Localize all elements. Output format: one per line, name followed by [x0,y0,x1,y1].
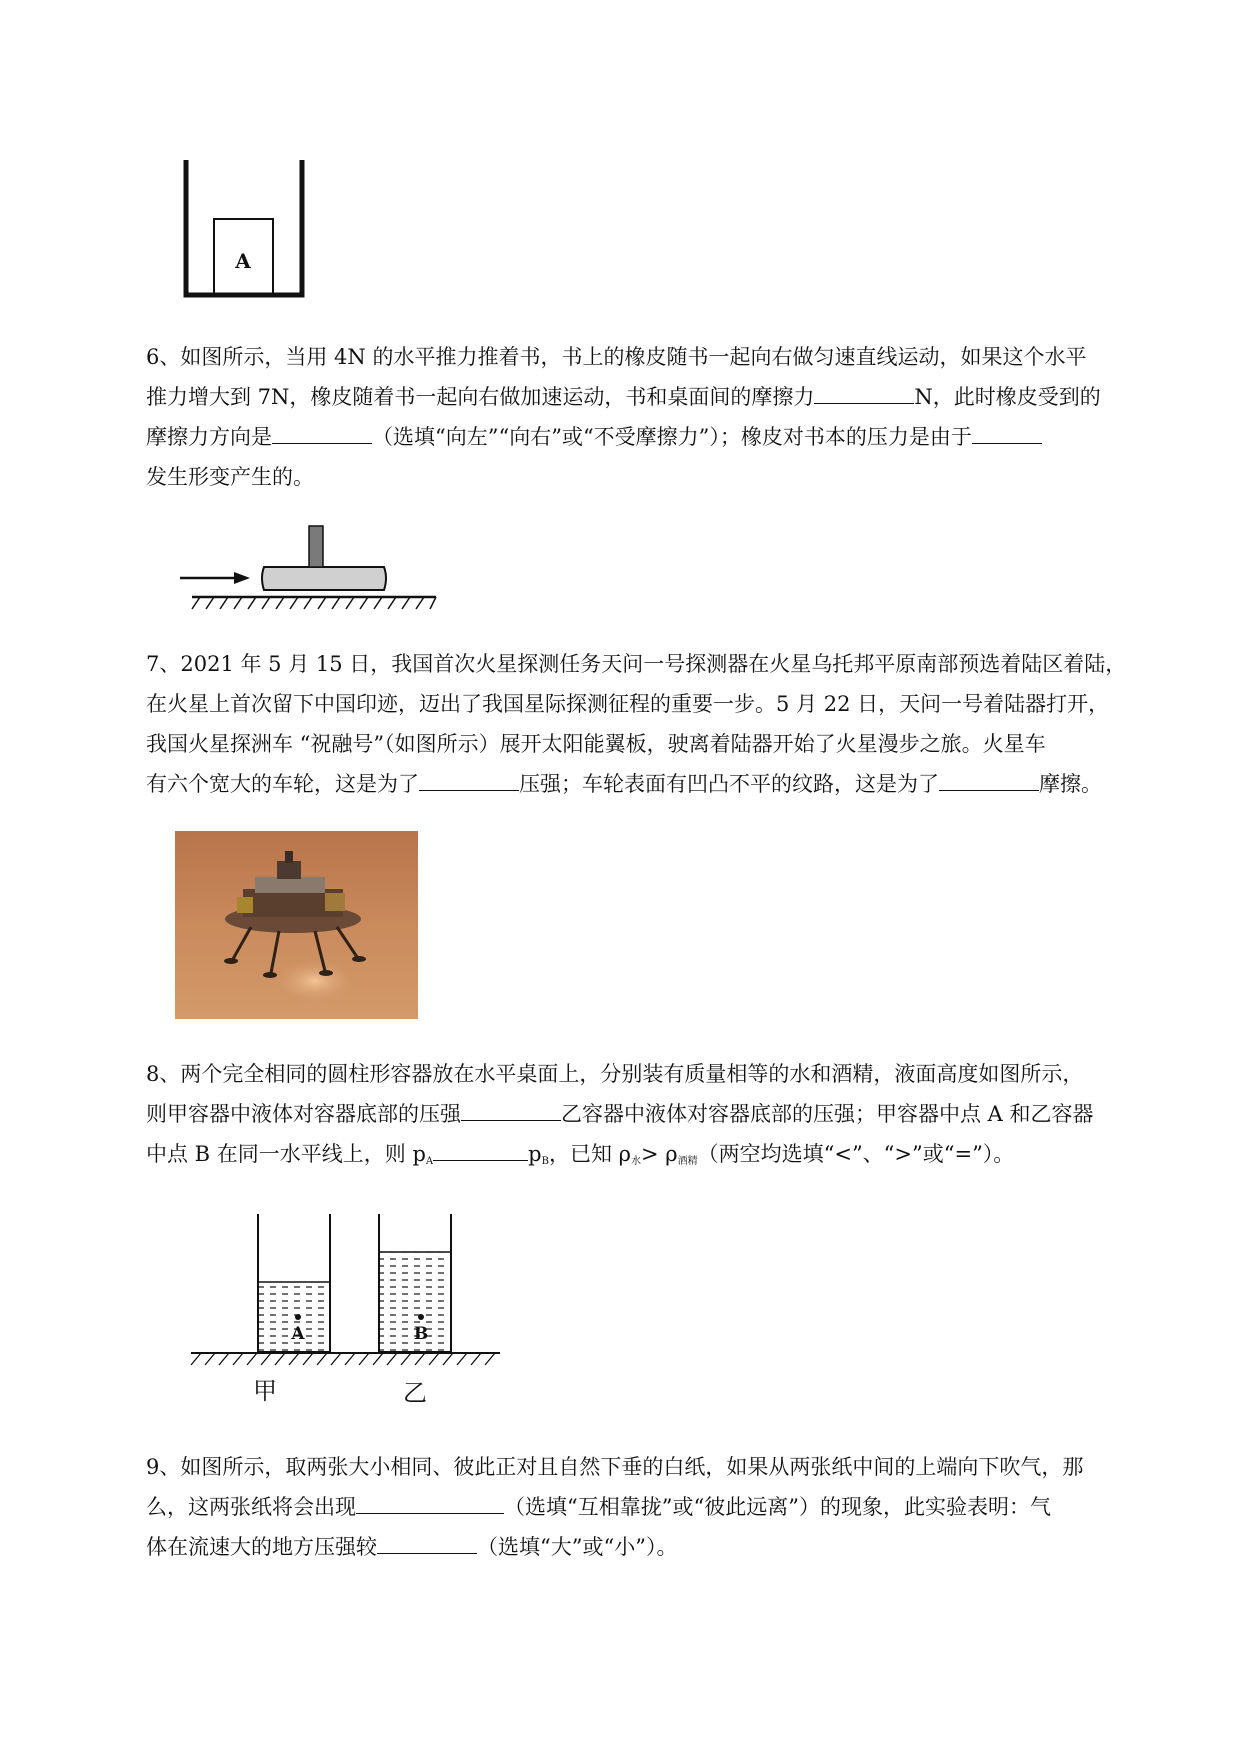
q6-line-3-b: （选填“向左”“向右”或“不受摩擦力”）；橡皮对书本的压力是由于 [372,425,972,449]
figure-container-block [180,160,320,300]
q9-blank-phenomenon[interactable] [356,1489,504,1514]
q9-blank-pressure[interactable] [377,1529,477,1554]
q6-line-2-a: 推力增大到 7N，橡皮随着书一起向右做加速运动，书和桌面间的摩擦力 [146,385,815,409]
q8-sub-a: A [425,1156,434,1167]
q8-line-3-d: （两空均选填“<”、“>”或“=”）。 [697,1142,1015,1166]
q7-line-4-b: 压强；车轮表面有凹凸不平的纹路，这是为了 [519,772,939,796]
q9-line-2-a: 么，这两张纸将会出现 [146,1495,356,1519]
q8-sub-alcohol: 酒精 [677,1156,698,1167]
q8-line-3-b: ，已知 ρ [548,1142,631,1166]
q8-sub-water: 水 [630,1156,641,1167]
q8-line-2-b: 乙容器中液体对容器底部的压强；甲容器中点 A 和乙容器 [561,1102,1094,1126]
q8-blank-pa-pb[interactable] [433,1136,528,1161]
mars-lander-photo [175,831,418,1019]
q6-blank-friction[interactable] [814,379,914,404]
q7-line-4-a: 有六个宽大的车轮，这是为了 [146,772,419,796]
q8-blank-bottom-pressure[interactable] [461,1096,561,1121]
q8-line-1: 8、两个完全相同的圆柱形容器放在水平桌面上，分别装有质量相等的水和酒精，液面高度如图所示， [146,1062,1084,1086]
q9-line-3-a: 体在流速大的地方压强较 [146,1535,377,1559]
point-b-label: B [413,1324,429,1344]
q6-line-3-a: 摩擦力方向是 [146,425,272,449]
q7-blank-friction[interactable] [939,766,1039,791]
q7-line-4-c: 摩擦。 [1039,772,1102,796]
q6-line-1: 6、如图所示，当用 4N 的水平推力推着书，书上的橡皮随书一起向右做匀速直线运动，如果这个水平 [146,345,1087,369]
question-6 [146,337,1156,497]
q6-line-4: 发生形变产生的。 [146,465,314,489]
q8-line-2-a: 则甲容器中液体对容器底部的压强 [146,1102,461,1126]
block-a-label: A [235,249,251,273]
q9-line-3-b: （选填“大”或“小”）。 [477,1535,678,1559]
question-9 [146,1447,1156,1567]
container-jia-label: 甲 [253,1377,277,1405]
question-8 [146,1054,1156,1174]
q7-blank-pressure[interactable] [419,766,519,791]
q9-line-2-b: （选填“互相靠拢”或“彼此远离”）的现象，此实验表明：气 [504,1495,1051,1519]
figure-two-containers [185,1214,505,1414]
q7-line-1: 7、2021 年 5 月 15 日，我国首次火星探测任务天问一号探测器在火星乌托邦平原南部预选着陆区着陆， [146,652,1127,676]
question-7 [146,644,1156,804]
q8-line-3-c: > ρ [640,1142,678,1166]
figure-book-push [178,522,438,612]
q6-blank-deformation[interactable] [972,419,1042,444]
point-a-label: A [291,1324,305,1344]
q8-line-3-a: 中点 B 在同一水平线上，则 p [146,1142,426,1166]
container-yi-label: 乙 [403,1379,427,1407]
q6-blank-direction[interactable] [272,419,372,444]
q8-sub-b: B [541,1156,549,1167]
q6-line-2-b: N，此时橡皮受到的 [914,385,1101,409]
q7-line-3: 我国火星探洲车 “祝融号”（如图所示）展开太阳能翼板，驶离着陆器开始了火星漫步之旅。火星车 [146,732,1046,756]
q8-line-3-p: p [528,1142,542,1166]
q9-line-1: 9、如图所示，取两张大小相同、彼此正对且自然下垂的白纸，如果从两张纸中间的上端向下吹气，那 [146,1455,1084,1479]
q7-line-2: 在火星上首次留下中国印迹，迈出了我国星际探测征程的重要一步。5 月 22 日，天问一号着陆器打开， [146,692,1110,716]
